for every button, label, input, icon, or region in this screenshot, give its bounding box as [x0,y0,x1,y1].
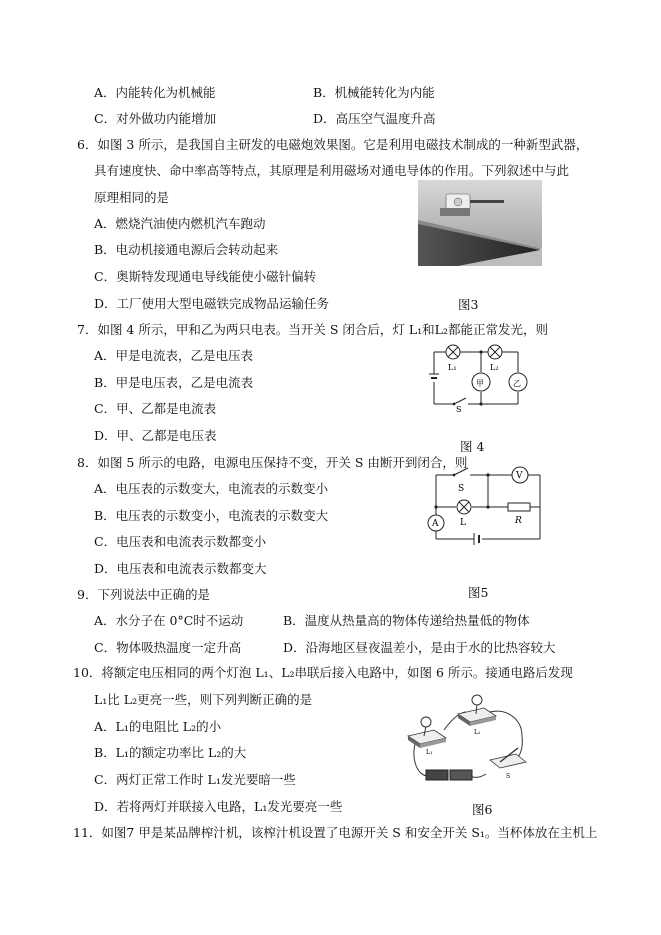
q10-stem-line1: 10．将额定电压相同的两个灯泡 L₁、L₂串联后接入电路中，如图 6 所示。接通电路后发现 [73,665,573,680]
circuit-figure-5 [426,463,548,549]
fig6-l2-label: L₂ [474,729,481,736]
q6-stem-line3: 原理相同的是 [94,190,170,205]
q7-option-b: B．甲是电压表，乙是电流表 [94,375,254,390]
q7-option-a: A．甲是电流表，乙是电压表 [94,348,254,363]
fig5-voltmeter-label: V [516,471,523,481]
q6-stem-line1: 6．如图 3 所示，是我国自主研发的电磁炮效果图。它是利用电磁技术制成的一种新型武器， [77,137,589,152]
q10-option-b: B．L₁的额定功率比 L₂的大 [94,745,247,760]
q9-option-c: C．物体吸热温度一定升高 [94,640,242,655]
q7-option-d: D．甲、乙都是电压表 [94,428,217,443]
fig4-l1-label: L₁ [448,363,457,372]
q5-option-b: B．机械能转化为内能 [313,85,435,100]
fig5-resistor-label: R [515,516,522,526]
q10-figure-caption: 图6 [472,802,493,817]
fig5-lamp-label: L [460,518,466,528]
q10-stem-line2: L₁比 L₂更亮一些，则下列判断正确的是 [94,692,313,707]
q9-option-a: A．水分子在 0°C时不运动 [94,613,244,628]
q8-option-c: C．电压表和电流表示数都变小 [94,534,267,549]
q6-option-b: B．电动机接通电源后会转动起来 [94,242,279,257]
q10-option-d: D．若将两灯并联接入电路，L₁发光要亮一些 [94,799,343,814]
q6-option-c: C．奥斯特发现通电导线能使小磁针偏转 [94,269,317,284]
q7-option-c: C．甲、乙都是电流表 [94,401,217,416]
q8-figure-caption: 图5 [468,585,489,600]
q9-option-d: D．沿海地区昼夜温差小，是由于水的比热容较大 [283,640,556,655]
q6-figure-caption: 图3 [458,297,479,312]
fig5-switch-label: S [458,484,465,494]
q7-figure-caption: 图 4 [460,439,485,454]
q5-option-a: A．内能转化为机械能 [94,85,216,100]
fig4-meter-a-label: 甲 [476,379,484,388]
circuit-figure-6 [404,690,532,786]
q10-option-a: A．L₁的电阻比 L₂的小 [94,719,222,734]
q6-option-d: D．工厂使用大型电磁铁完成物品运输任务 [94,296,330,311]
fig4-switch-label: S [456,405,462,414]
fig6-l1-label: L₁ [426,749,433,756]
fig4-l2-label: L₂ [490,363,499,372]
fig6-switch-label: S [506,773,511,780]
q5-option-c: C．对外做功内能增加 [94,111,217,126]
q8-stem: 8．如图 5 所示的电路，电源电压保持不变，开关 S 由断开到闭合，则 [77,455,468,470]
q7-stem: 7．如图 4 所示，甲和乙为两只电表。当开关 S 闭合后，灯 L₁和L₂都能正常发光，则 [77,322,548,337]
q5-option-d: D．高压空气温度升高 [313,111,436,126]
q11-stem: 11．如图7 甲是某品牌榨汁机，该榨汁机设置了电源开关 S 和安全开关 S₁。当杯体放在主机上 [73,825,598,840]
q10-option-c: C．两灯正常工作时 L₁发光要暗一些 [94,772,296,787]
circuit-figure-4 [426,340,538,414]
q6-stem-line2: 具有速度快、命中率高等特点，其原理是利用磁场对通电导体的作用。下列叙述中与此 [94,163,570,178]
q8-option-d: D．电压表和电流表示数都变大 [94,561,267,576]
fig4-meter-b-label: 乙 [513,379,521,388]
q9-option-b: B．温度从热量高的物体传递给热量低的物体 [283,613,530,628]
railgun-ship-figure [418,180,542,266]
fig5-ammeter-label: A [432,519,439,529]
q8-option-a: A．电压表的示数变大，电流表的示数变小 [94,481,329,496]
q6-option-a: A．燃烧汽油使内燃机汽车跑动 [94,216,266,231]
q8-option-b: B．电压表的示数变小，电流表的示数变大 [94,508,329,523]
q9-stem: 9．下列说法中正确的是 [77,587,210,602]
